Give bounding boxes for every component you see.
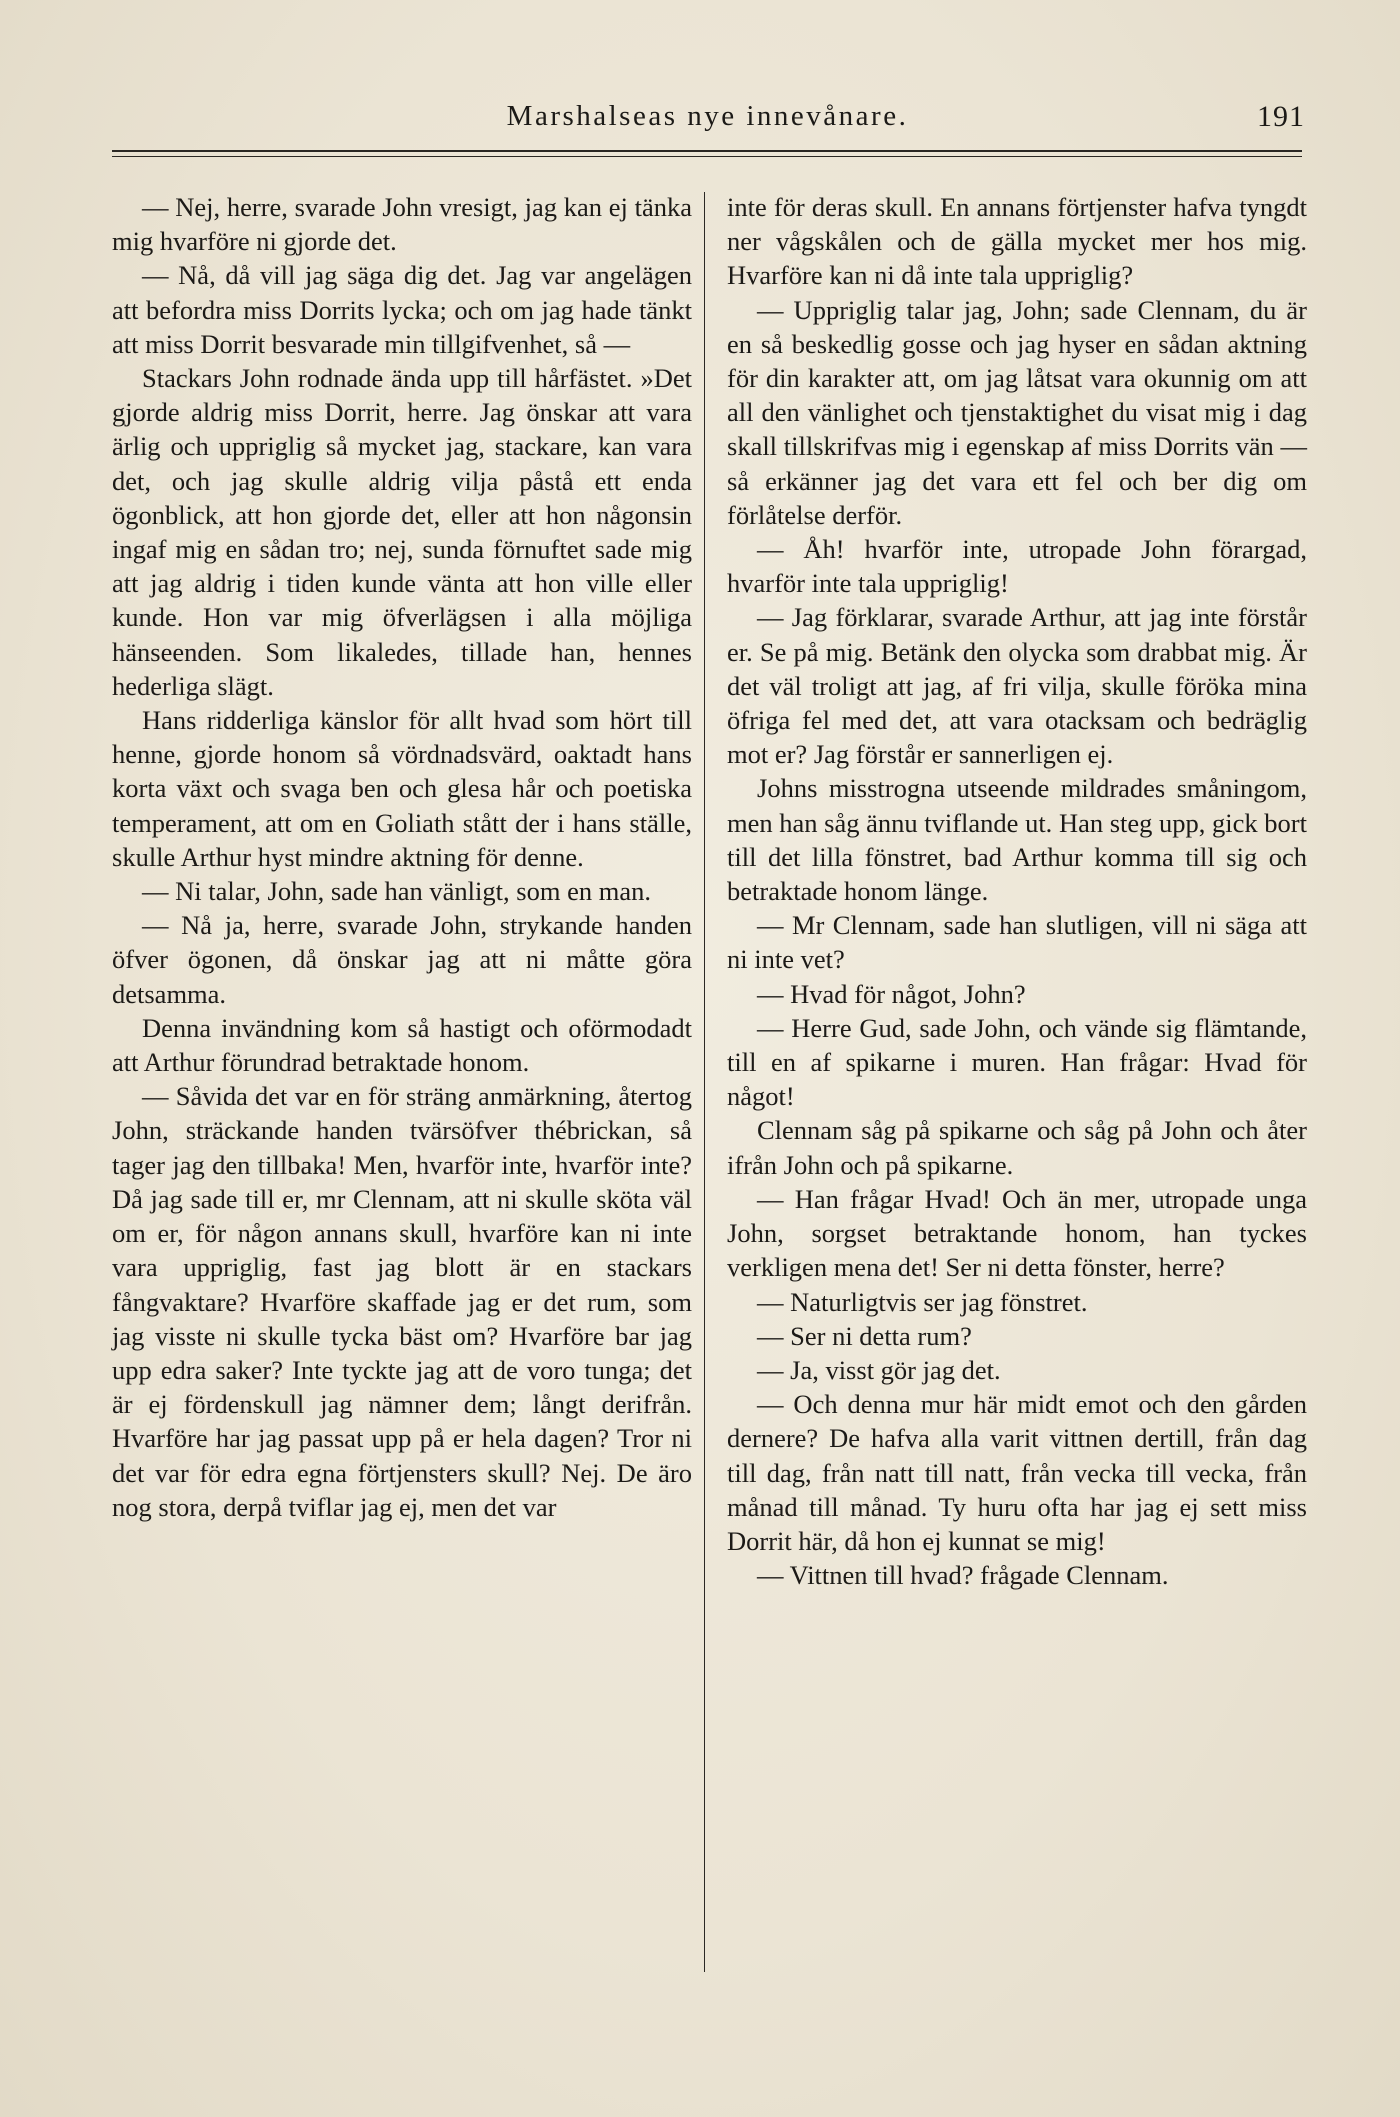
paragraph: — Jag förklarar, svarade Arthur, att jag inte förstår er. Se på mig. Betänk den olycka som drabbat mig. Är det väl troligt att jag, af fri vilja, skulle föröka mina öfriga fel med det, att vara otacksam och bedräglig mot er? Jag förstår er sannerligen ej. [727, 602, 1307, 770]
header-rule-thick [112, 150, 1302, 152]
paragraph: — Herre Gud, sade John, och vände sig flämtande, till en af spikarne i muren. Han frågar: Hvad för något! [727, 1012, 1307, 1112]
paragraph: — Hvad för något, John? [757, 978, 1026, 1009]
paragraph: — Ni talar, John, sade han vänligt, som en man. [142, 876, 651, 907]
page-number: 191 [1257, 100, 1305, 133]
header-rule-thin [112, 156, 1302, 157]
paragraph: Stackars John rodnade ända upp till hårfästet. »Det gjorde aldrig miss Dorrit, herre. Jag önskar att vara ärlig och uppriglig så mycket jag, stackare, kan vara det, och jag skulle aldrig vilja påstå ett enda ögonblick, att hon gjorde det, eller att hon någonsin ingaf mig en sådan tro; nej, sunda förnuftet sade mig att jag aldrig i tiden kunde vänta att hon ville eller kunde. Hon var mig öfverlägsen i alla möjliga hänseenden. Som likaledes, tillade han, hennes hederliga slägt. [112, 363, 692, 701]
paragraph: — Ser ni detta rum? [757, 1320, 972, 1351]
paragraph: — Nå ja, herre, svarade John, strykande handen öfver ögonen, då önskar jag att ni måtte göra detsamma. [112, 910, 692, 1009]
paragraph: Clennam såg på spikarne och såg på John och åter ifrån John och på spikarne. [727, 1115, 1307, 1180]
paragraph: inte för deras skull. En annans förtjenster hafva tyngdt ner vågskålen och de gälla mycket mer hos mig. Hvarföre kan ni då inte tala uppriglig? [727, 192, 1307, 291]
paragraph: — Uppriglig talar jag, John; sade Clennam, du är en så beskedlig gosse och jag hyser en sådan aktning för din karakter att, om jag låtsat vara okunnig om att all den vänlighet och tjenstaktighet du visat mig i dag skall tillskrifvas mig i egenskap af miss Dorrits vän — så erkänner jag det vara ett fel och ber dig om förlåtelse derför. [727, 294, 1307, 530]
paragraph: — Nå, då vill jag säga dig det. Jag var angelägen att befordra miss Dorrits lycka; och om jag hade tänkt att miss Dorrit besvarade min tillgifvenhet, så — [112, 260, 692, 359]
paragraph: — Vittnen till hvad? frågade Clennam. [757, 1560, 1169, 1591]
paragraph: — Mr Clennam, sade han slutligen, vill ni säga att ni inte vet? [727, 910, 1307, 975]
paragraph: — Och denna mur här midt emot och den gården dernere? De hafva alla varit vittnen dertill, från dag till dag, från natt till natt, från vecka till vecka, från månad till månad. Ty huru ofta har jag ej sett miss Dorrit här, då hon ej kunnat se mig! [727, 1389, 1307, 1556]
running-title: Marshalseas nye innevånare. [506, 100, 909, 132]
running-head [110, 100, 1305, 140]
column-divider [704, 192, 705, 1972]
paragraph: Hans ridderliga känslor för allt hvad som hört till henne, gjorde honom så vördnadsvärd, oaktadt hans korta växt och svaga ben och glesa hår och poetiska temperament, att om en Goliath stått der i hans ställe, skulle Arthur hyst mindre aktning för denne. [112, 705, 692, 872]
paragraph: Denna invändning kom så hastigt och oförmodadt att Arthur förundrad betraktade honom. [112, 1012, 692, 1078]
paragraph: — Ja, visst gör jag det. [757, 1354, 1001, 1385]
paragraph: — Naturligtvis ser jag fönstret. [757, 1286, 1088, 1317]
left-column [112, 190, 692, 1524]
paragraph: — Han frågar Hvad! Och än mer, utropade unga John, sorgset betraktande honom, han tyckes verkligen mena det! Ser ni detta fönster, herre? [727, 1183, 1307, 1283]
paragraph: — Åh! hvarför inte, utropade John förargad, hvarför inte tala uppriglig! [727, 534, 1307, 599]
paragraph: — Såvida det var en för sträng anmärkning, återtog John, sträckande handen tvärsöfver thébrickan, så tager jag den tillbaka! Men, hvarför inte, hvarför inte? Då jag sade till er, mr Clennam, att ni skulle sköta väl om er, för någon annans skull, hvarföre kan ni inte vara uppriglig, fast jag blott är en stackars fångvaktare? Hvarföre skaffade jag er det rum, som jag visste ni skulle tycka bäst om? Hvarföre bar jag upp edra saker? Inte tyckte jag att de voro tunga; det är ej fördenskull jag nämner dem; långt derifrån. Hvarföre har jag passat upp på er hela dagen? Tror ni det var för edra egna förtjensters skull? Nej. De äro nog stora, derpå tviflar jag ej, men det var [112, 1081, 692, 1522]
paragraph: — Nej, herre, svarade John vresigt, jag kan ej tänka mig hvarföre ni gjorde det. [112, 192, 692, 257]
paragraph: Johns misstrogna utseende mildrades småningom, men han såg ännu tviflande ut. Han steg upp, gick bort till det lilla fönstret, bad Arthur komma till sig och betraktade honom länge. [727, 773, 1307, 907]
right-column [727, 190, 1307, 1592]
